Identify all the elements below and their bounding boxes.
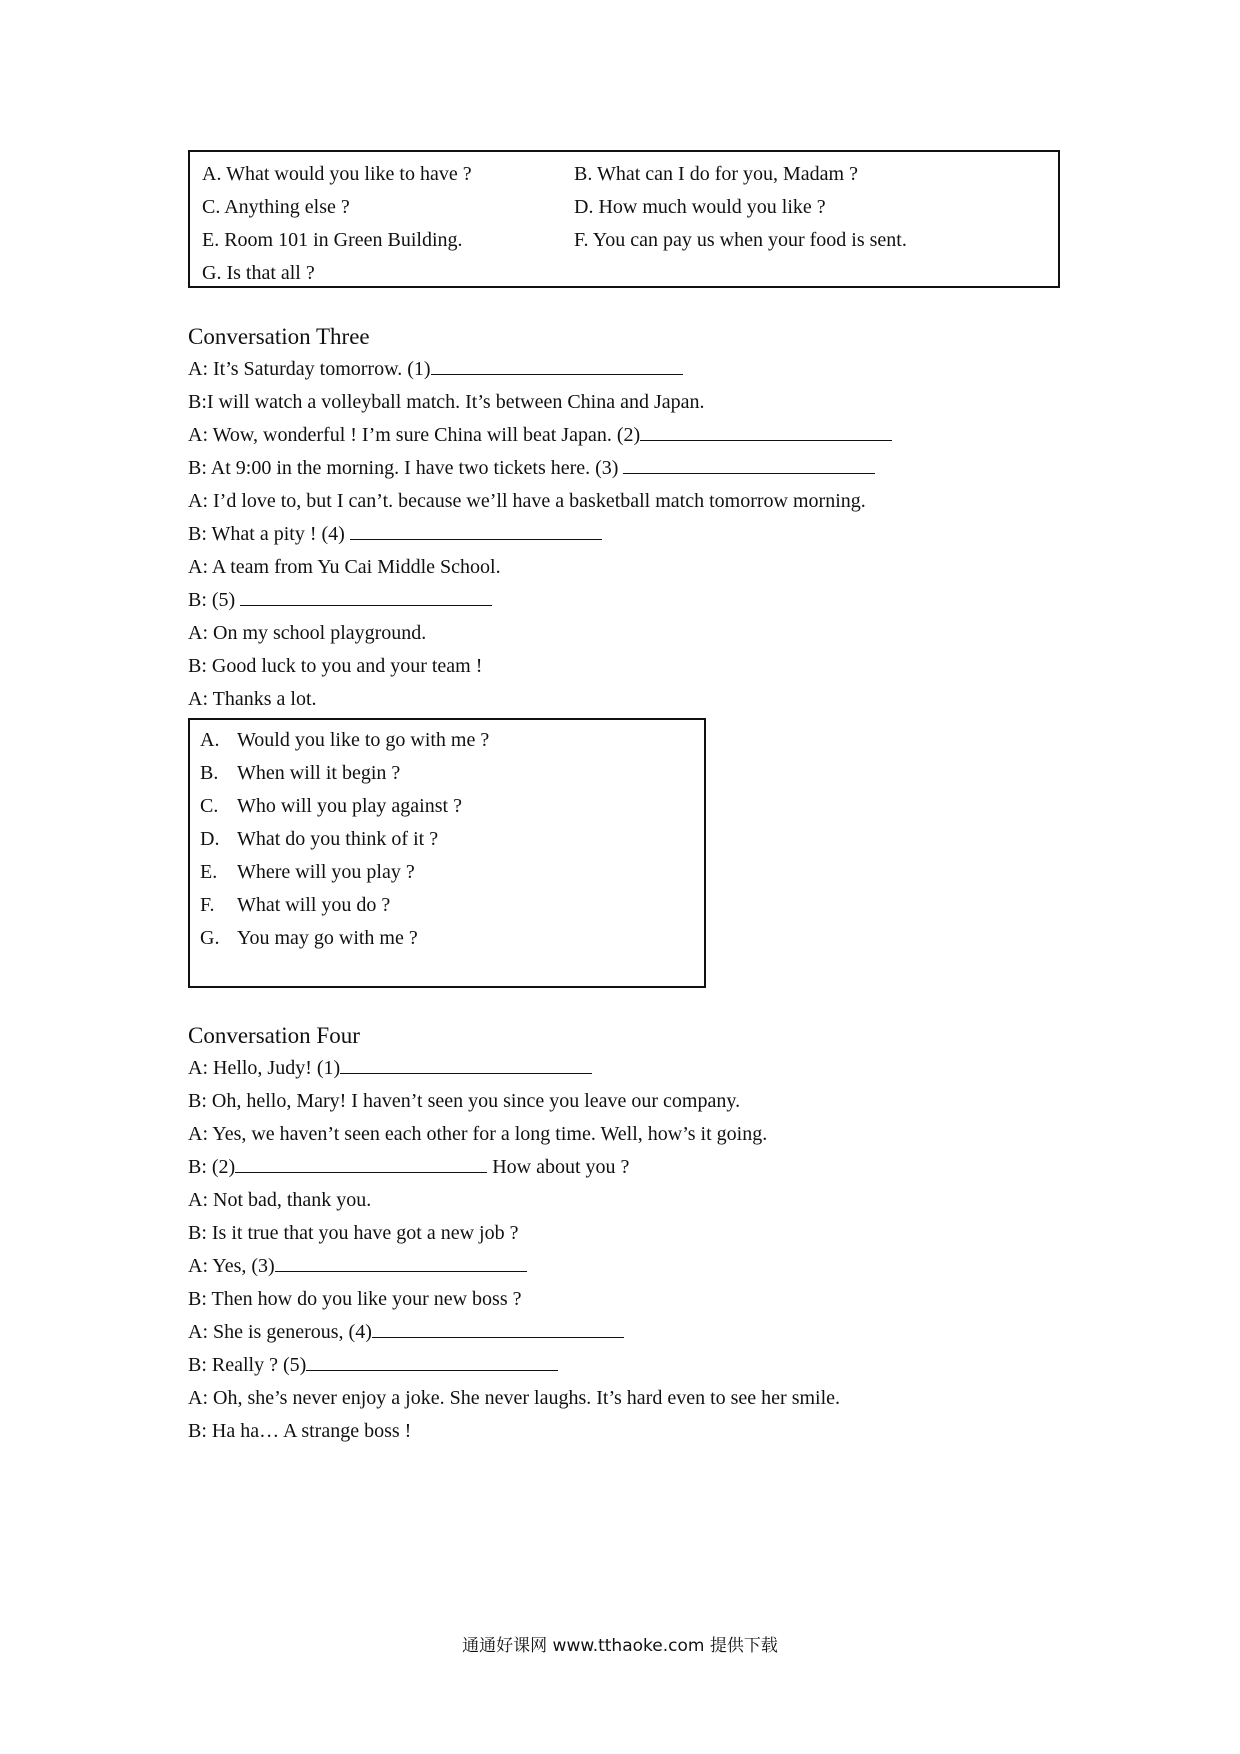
dialogue-text: A: Wow, wonderful ! I’m sure China will beat Japan. (2) — [188, 424, 641, 446]
dialogue-line — [188, 1416, 411, 1446]
dialogue-line — [188, 354, 683, 384]
dialogue-line — [188, 1383, 840, 1413]
dialogue-line — [188, 585, 492, 615]
dialogue-text: B: (5) — [188, 589, 241, 611]
answer-blank[interactable] — [431, 354, 683, 375]
dialogue-line — [188, 387, 705, 417]
option-row — [200, 922, 489, 955]
dialogue-line — [188, 453, 875, 483]
dialogue-line — [188, 1053, 592, 1083]
options-list — [200, 724, 489, 955]
dialogue-line — [188, 1251, 527, 1281]
dialogue-text: B: Oh, hello, Mary! I haven’t seen you since you leave our company. — [188, 1090, 741, 1112]
option-letter: F. — [200, 894, 215, 916]
dialogue-line — [188, 1119, 767, 1149]
answer-blank[interactable] — [640, 420, 892, 441]
dialogue-text: A: I’d love to, but I can’t. because we’ll have a basketball match tomorrow morning. — [188, 490, 866, 512]
dialogue-text: B:I will watch a volleyball match. It’s between China and Japan. — [188, 391, 705, 413]
conversation-three-title: Conversation Three — [188, 324, 370, 349]
dialogue-text: B: Really ? (5) — [188, 1354, 307, 1376]
option-text: What will you do ? — [237, 894, 391, 916]
dialogue-text: B: At 9:00 in the morning. I have two tickets here. (3) — [188, 457, 624, 479]
dialogue-text: B: Then how do you like your new boss ? — [188, 1288, 522, 1310]
option-text: Where will you play ? — [237, 861, 415, 883]
answer-blank[interactable] — [623, 453, 875, 474]
dialogue-text: A: On my school playground. — [188, 622, 427, 644]
option-letter: A. — [200, 729, 220, 751]
dialogue-line — [188, 1350, 558, 1380]
option-text: What do you think of it ? — [237, 828, 439, 850]
dialogue-line — [188, 684, 317, 714]
dialogue-text: B: Good luck to you and your team ! — [188, 655, 483, 677]
option-text: Who will you play against ? — [237, 795, 462, 817]
dialogue-text: A: Yes, (3) — [188, 1255, 275, 1277]
option-row — [200, 757, 489, 790]
option-d: D. How much would you like ? — [574, 196, 826, 218]
dialogue-text: A: Hello, Judy! (1) — [188, 1057, 341, 1079]
dialogue-text: B: (2) — [188, 1156, 236, 1178]
option-row — [200, 856, 489, 889]
dialogue-line — [188, 519, 602, 549]
option-row — [200, 724, 489, 757]
dialogue-line — [188, 1284, 522, 1314]
dialogue-line — [188, 1218, 518, 1248]
option-row — [200, 889, 489, 922]
option-text: Would you like to go with me ? — [237, 729, 490, 751]
option-text: You may go with me ? — [237, 927, 418, 949]
option-letter: C. — [200, 795, 219, 817]
answer-blank[interactable] — [275, 1251, 527, 1272]
answer-blank[interactable] — [340, 1053, 592, 1074]
dialogue-text: B: What a pity ! (4) — [188, 523, 350, 545]
dialogue-text: A: Thanks a lot. — [188, 688, 317, 710]
dialogue-text: A: She is generous, (4) — [188, 1321, 372, 1343]
option-e: E. Room 101 in Green Building. — [202, 229, 463, 251]
dialogue-text: A: Not bad, thank you. — [188, 1189, 372, 1211]
dialogue-text: A: Oh, she’s never enjoy a joke. She never laughs. It’s hard even to see her smile. — [188, 1387, 841, 1409]
answer-blank[interactable] — [306, 1350, 558, 1371]
option-letter: B. — [200, 762, 219, 784]
dialogue-line — [188, 1086, 740, 1116]
dialogue-line — [188, 618, 426, 648]
option-f: F. You can pay us when your food is sent. — [574, 229, 907, 251]
option-row — [200, 823, 489, 856]
dialogue-line — [188, 486, 866, 516]
option-b: B. What can I do for you, Madam ? — [574, 163, 858, 185]
option-c: C. Anything else ? — [202, 196, 350, 218]
dialogue-line — [188, 1317, 624, 1347]
option-empty — [574, 257, 1050, 290]
dialogue-text: A: Yes, we haven’t seen each other for a long time. Well, how’s it going. — [188, 1123, 768, 1145]
option-a: A. What would you like to have ? — [202, 163, 472, 185]
option-letter: E. — [200, 861, 218, 883]
page-footer: 通通好课网 www.tthaoke.com 提供下载 — [462, 1636, 778, 1656]
answer-blank[interactable] — [240, 585, 492, 606]
dialogue-line — [188, 420, 892, 450]
conversation-four-title: Conversation Four — [188, 1023, 360, 1048]
dialogue-text: B: Ha ha… A strange boss ! — [188, 1420, 412, 1442]
dialogue-text: A: A team from Yu Cai Middle School. — [188, 556, 501, 578]
answer-blank[interactable] — [350, 519, 602, 540]
answer-blank[interactable] — [235, 1152, 487, 1173]
options-grid — [202, 158, 1050, 290]
dialogue-line — [188, 1152, 629, 1182]
options-box-conversation-three — [188, 718, 706, 988]
dialogue-line — [188, 651, 482, 681]
option-text: When will it begin ? — [237, 762, 401, 784]
dialogue-text: B: Is it true that you have got a new job ? — [188, 1222, 519, 1244]
options-box-conversation-two — [188, 150, 1060, 288]
dialogue-text-after: How about you ? — [487, 1156, 630, 1178]
option-g: G. Is that all ? — [202, 262, 315, 284]
dialogue-line — [188, 552, 501, 582]
option-row — [200, 790, 489, 823]
answer-blank[interactable] — [372, 1317, 624, 1338]
dialogue-line — [188, 1185, 371, 1215]
option-letter: D. — [200, 828, 220, 850]
dialogue-text: A: It’s Saturday tomorrow. (1) — [188, 358, 431, 380]
option-letter: G. — [200, 927, 220, 949]
